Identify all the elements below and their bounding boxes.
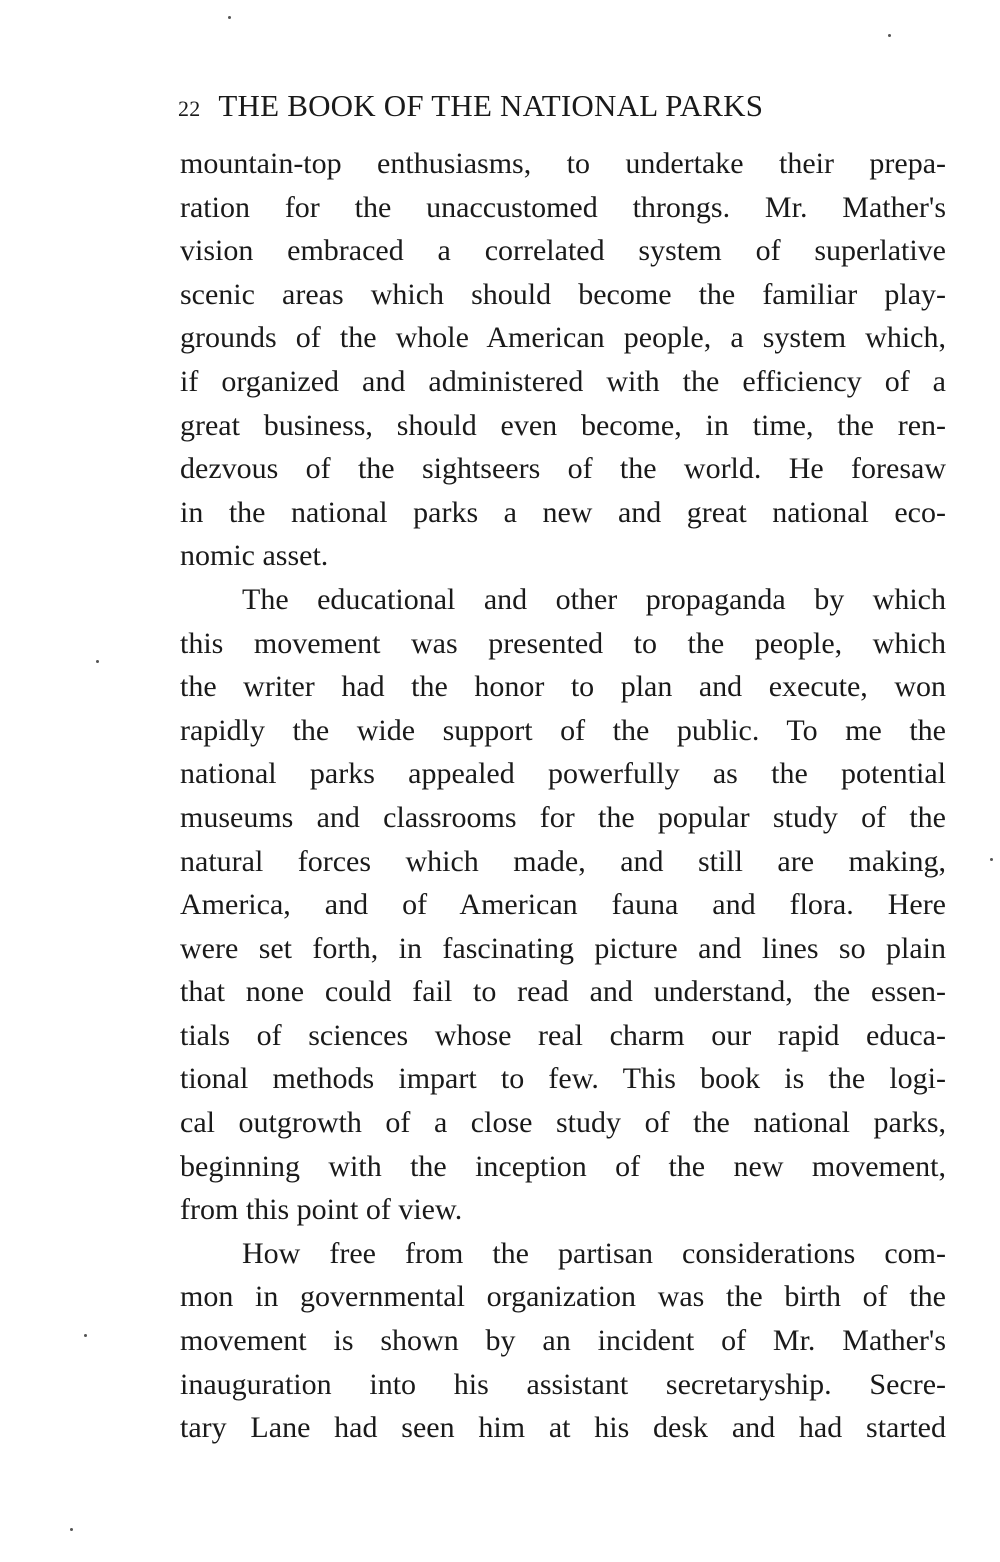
text-line: in the national parks a new and great national eco- <box>180 495 946 529</box>
text-line: rapidly the wide support of the public. To me the <box>180 713 946 747</box>
text-line: dezvous of the sightseers of the world. He foresaw <box>180 452 946 486</box>
text-line: The educational and other propaganda by which <box>242 582 946 616</box>
text-line: natural forces which made, and still are making, <box>180 844 946 878</box>
scan-speck <box>888 34 891 37</box>
text-line: beginning with the inception of the new movement, <box>180 1149 946 1183</box>
text-line: grounds of the whole American people, a system which, <box>180 321 946 355</box>
text-line: America, and of American fauna and flora. Here <box>180 888 946 922</box>
running-head <box>178 84 946 128</box>
text-line: that none could fail to read and understand, the essen- <box>180 975 946 1009</box>
text-line: tional methods impart to few. This book is the logi- <box>180 1062 946 1096</box>
text-line: national parks appealed powerfully as the potential <box>180 757 946 791</box>
page-number: 22 <box>178 96 201 121</box>
text-line: this movement was presented to the people, which <box>180 626 946 660</box>
scan-speck <box>70 1528 73 1531</box>
scan-speck <box>84 1334 87 1337</box>
scan-speck <box>228 16 231 19</box>
text-line: great business, should even become, in time, the ren- <box>180 408 946 442</box>
text-line: How free from the partisan considerations com- <box>242 1236 946 1270</box>
text-line: mountain-top enthusiasms, to undertake their prepa- <box>180 147 946 180</box>
text-line: ration for the unaccustomed throngs. Mr. Mather's <box>180 190 946 224</box>
text-line: the writer had the honor to plan and execute, won <box>180 670 946 704</box>
text-line: movement is shown by an incident of Mr. Mather's <box>180 1324 946 1358</box>
text-line: if organized and administered with the efficiency of a <box>180 364 946 398</box>
text-line: were set forth, in fascinating picture and lines so plain <box>180 931 946 965</box>
scan-speck <box>96 660 99 663</box>
text-line: inauguration into his assistant secretaryship. Secre- <box>180 1367 946 1401</box>
paragraph-2 <box>180 578 946 1232</box>
text-line: tary Lane had seen him at his desk and had started <box>180 1411 946 1445</box>
text-line: mon in governmental organization was the birth of the <box>180 1280 946 1314</box>
body-text <box>180 142 946 1450</box>
scan-speck <box>990 858 993 861</box>
text-line: from this point of view. <box>180 1193 463 1227</box>
text-line: nomic asset. <box>180 539 329 573</box>
text-line: vision embraced a correlated system of superlative <box>180 234 946 268</box>
text-line: cal outgrowth of a close study of the national parks, <box>180 1106 946 1140</box>
paragraph-1 <box>180 142 946 578</box>
book-title: THE BOOK OF THE NATIONAL PARKS <box>218 88 764 123</box>
paragraph-3 <box>180 1232 946 1450</box>
text-line: museums and classrooms for the popular study of the <box>180 800 946 834</box>
text-line: tials of sciences whose real charm our rapid educa- <box>180 1018 946 1052</box>
text-line: scenic areas which should become the familiar play- <box>180 277 946 311</box>
